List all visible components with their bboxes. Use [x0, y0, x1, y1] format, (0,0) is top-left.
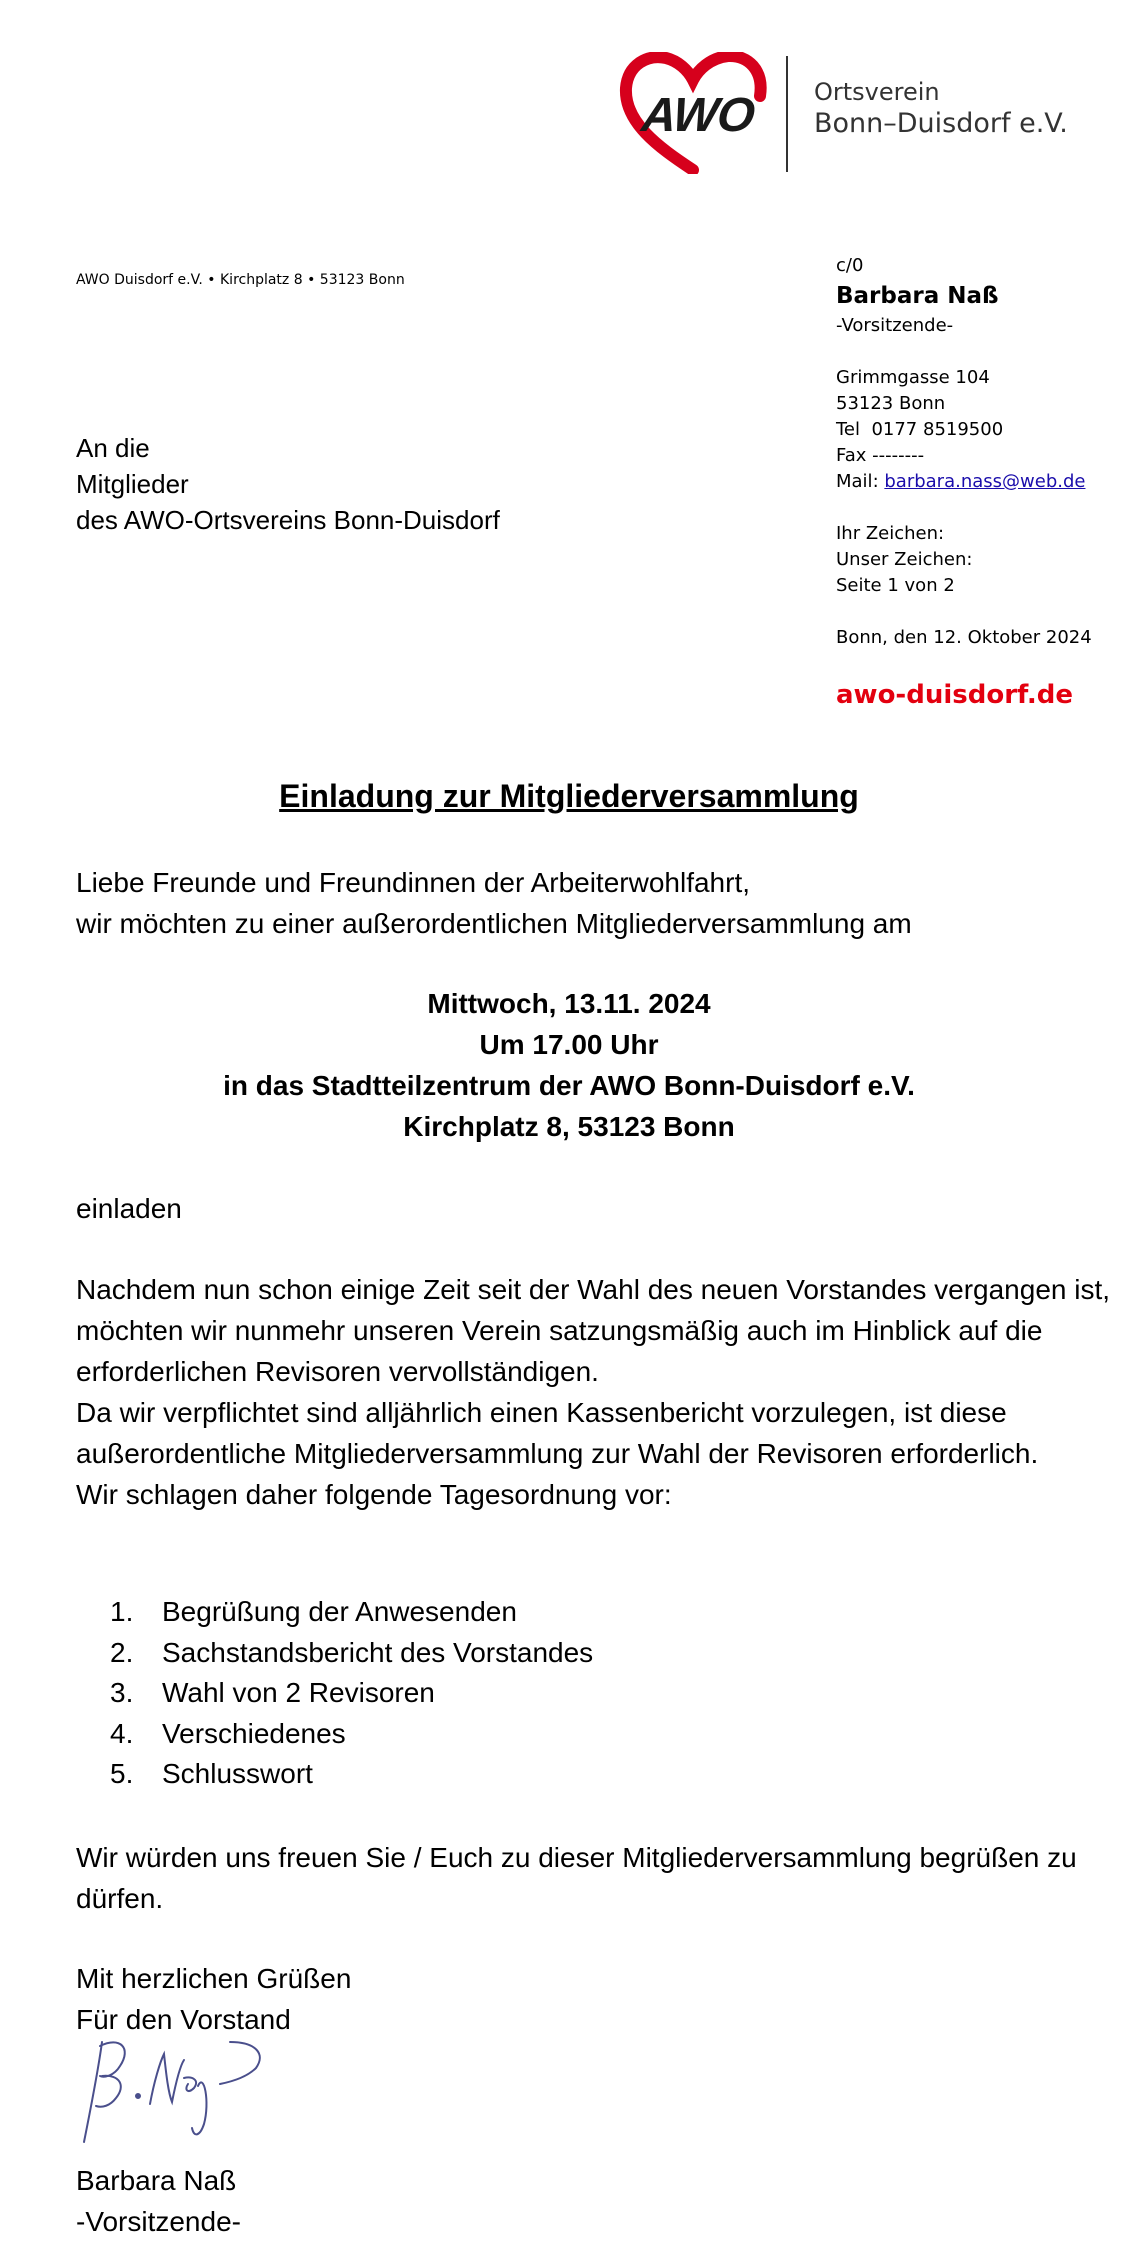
website-link[interactable]: awo-duisdorf.de	[836, 680, 1074, 710]
unser-zeichen: Unser Zeichen:	[836, 549, 973, 570]
sender-city: 53123 Bonn	[836, 393, 946, 414]
recipient-line: An die	[76, 433, 150, 463]
text-line: Liebe Freunde und Freundinnen der Arbeiterwohlfahrt,	[76, 867, 750, 898]
event-details	[0, 983, 1138, 1147]
closing-paragraph	[76, 1837, 1136, 1919]
list-item	[76, 1754, 593, 1795]
body-paragraph	[76, 1269, 1136, 1515]
signer-block	[76, 2160, 1136, 2242]
event-date: Mittwoch, 13.11. 2024	[427, 988, 711, 1019]
sender-fax: Fax --------	[836, 445, 925, 466]
signer-name: Barbara Naß	[76, 2165, 237, 2196]
text-line: dürfen.	[76, 1883, 164, 1914]
logo-separator	[786, 56, 788, 172]
text-line: außerordentliche Mitgliederversammlung zur Wahl der Revisoren erforderlich.	[76, 1438, 1039, 1469]
list-number: 5.	[110, 1758, 134, 1789]
signature-image	[80, 2032, 270, 2152]
list-item	[76, 1714, 593, 1755]
logo-org-line2: Bonn–Duisdorf e.V.	[814, 108, 1068, 139]
logo-org-line1: Ortsverein	[814, 78, 940, 106]
intro-paragraph	[76, 862, 1136, 944]
text-line: Wir würden uns freuen Sie / Euch zu dieser Mitgliederversammlung begrüßen zu	[76, 1842, 1077, 1873]
list-item	[76, 1592, 593, 1633]
event-time: Um 17.00 Uhr	[479, 1029, 659, 1060]
logo-brand-text: AWO	[639, 89, 757, 142]
list-text: Begrüßung der Anwesenden	[162, 1596, 517, 1627]
awo-logo	[618, 52, 1088, 174]
list-item	[76, 1633, 593, 1674]
text-line: erforderlichen Revisoren vervollständigen.	[76, 1356, 599, 1387]
event-address: Kirchplatz 8, 53123 Bonn	[403, 1111, 735, 1142]
sender-info	[836, 253, 1136, 651]
spacer	[836, 339, 1136, 365]
spacer	[836, 599, 1136, 625]
list-text: Wahl von 2 Revisoren	[162, 1677, 435, 1708]
text-line: möchten wir nunmehr unseren Verein satzungsmäßig auch im Hinblick auf die	[76, 1315, 1043, 1346]
list-number: 2.	[110, 1636, 134, 1668]
einladen-text: einladen	[76, 1193, 182, 1224]
text-line: Nachdem nun schon einige Zeit seit der Wahl des neuen Vorstandes vergangen ist,	[76, 1274, 1111, 1305]
sender-mail	[836, 469, 1136, 495]
list-number: 1.	[110, 1596, 134, 1627]
list-text: Verschiedenes	[162, 1717, 346, 1749]
page-title: Einladung zur Mitgliederversammlung	[279, 778, 859, 814]
sender-street: Grimmgasse 104	[836, 367, 990, 388]
agenda-list	[76, 1592, 593, 1795]
text-line: wir möchten zu einer außerordentlichen Mitgliederversammlung am	[76, 908, 912, 939]
list-text: Schlusswort	[162, 1758, 313, 1789]
sender-co: c/0	[836, 255, 864, 276]
recipient-line: des AWO-Ortsvereins Bonn-Duisdorf	[76, 505, 500, 535]
list-number: 4.	[110, 1717, 134, 1749]
signer-role: -Vorsitzende-	[76, 2206, 241, 2237]
list-item	[76, 1673, 593, 1714]
sender-name: Barbara Naß	[836, 283, 999, 309]
list-text: Sachstandsbericht des Vorstandes	[162, 1636, 594, 1668]
sender-tel: Tel 0177 8519500	[836, 419, 1004, 440]
return-address: AWO Duisdorf e.V. • Kirchplatz 8 • 53123 Bonn	[76, 272, 405, 288]
ihr-zeichen: Ihr Zeichen:	[836, 523, 945, 544]
list-number: 3.	[110, 1677, 134, 1708]
recipient-address	[76, 430, 500, 538]
text-line: Da wir verpflichtet sind alljährlich einen Kassenbericht vorzulegen, ist diese	[76, 1397, 1007, 1428]
letter-date: Bonn, den 12. Oktober 2024	[836, 627, 1092, 648]
spacer	[836, 495, 1136, 521]
sender-role: -Vorsitzende-	[836, 315, 954, 336]
event-place: in das Stadtteilzentrum der AWO Bonn-Duisdorf e.V.	[223, 1070, 915, 1101]
text-line: Wir schlagen daher folgende Tagesordnung vor:	[76, 1479, 672, 1510]
email-link[interactable]: barbara.nass@web.de	[884, 471, 1086, 492]
text-line: Für den Vorstand	[76, 2004, 291, 2035]
recipient-line: Mitglieder	[76, 469, 189, 499]
page-number: Seite 1 von 2	[836, 575, 955, 596]
mail-label: Mail:	[836, 471, 885, 492]
text-line: Mit herzlichen Grüßen	[76, 1963, 352, 1994]
greeting	[76, 1958, 1136, 2040]
